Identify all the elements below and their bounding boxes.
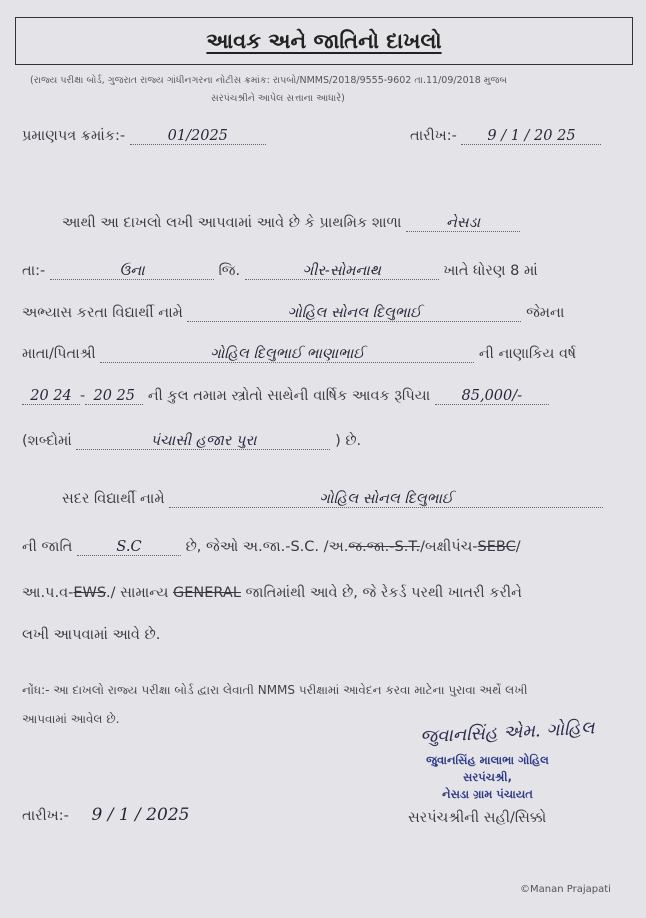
- taluka-value: ઉના: [50, 263, 214, 280]
- reference-line-1: (રાજ્ય પરીક્ષા બોર્ડ, ગુજરાત રાજ્ય ગાંધીનગરના નોટીસ ક્રમાંક: રાપબો/NMMS/2018/9555-9602 તા.11/09/2018 મુજબ: [30, 75, 508, 86]
- caste-value: S.C: [77, 539, 181, 556]
- note-line-2: આપવામાં આવેલ છે.: [22, 712, 120, 726]
- body-line-5: 20 24 - 20 25 ની કુલ તમામ સ્ત્રોતો સાથેની વાર્ષિક આવક રૂપિયા 85,000/-: [22, 388, 549, 405]
- certificate-number-row: [22, 128, 266, 145]
- body-line-2: [22, 263, 538, 280]
- title-box: [15, 17, 633, 65]
- income-text: ની કુલ તમામ સ્ત્રોતો સાથેની વાર્ષિક આવક રૂપિયા: [147, 388, 431, 404]
- income-words: પંચાસી હજાર પુરા: [76, 433, 330, 450]
- certificate-number-value: 01/2025: [130, 128, 266, 145]
- body-line-3: [22, 305, 564, 322]
- caste-options-a: છે, જેઓ અ.જા.-S.C. /અ.: [185, 539, 349, 555]
- body-line-7: [62, 491, 603, 508]
- sarpanch-signature: જુવાનસિંહ એમ. ગોહિલ: [419, 717, 595, 748]
- school-intro-text: આથી આ દાખલો લખી આપવામાં આવે છે કે પ્રાથમિક શાળા: [62, 215, 402, 231]
- district-value: ગીર-સોમનાથ: [245, 263, 439, 280]
- student-name-2: ગોહિલ સોનલ દિલુભાઈ: [169, 491, 603, 508]
- body-line-4: [22, 346, 576, 363]
- closing-line: લખી આપવામાં આવે છે.: [22, 627, 161, 643]
- district-label: જિ.: [218, 263, 241, 279]
- ews-suffix: જાતિમાંથી આવે છે, જે રેકર્ડ પરથી ખાતરી કરીને: [245, 585, 522, 601]
- footer-date-label: તારીખ:-: [22, 808, 69, 824]
- body-line-1: [62, 215, 520, 232]
- stamp-office: નેસડા ગ્રામ પંચાયત: [442, 787, 533, 801]
- sarpanch-stamp: [405, 752, 570, 803]
- student-intro-text: સદર વિદ્યાર્થી નામે: [62, 491, 165, 507]
- general-value: GENERAL: [173, 585, 241, 601]
- certificate-date-value: 9 / 1 / 20 25: [461, 128, 601, 145]
- stamp-title: સરપંચશ્રી,: [463, 770, 512, 784]
- body-line-6: [22, 433, 361, 450]
- copyright: ©Manan Prajapati: [520, 884, 611, 895]
- caste-options-c: /: [515, 539, 521, 555]
- parent-name: ગોહિલ દિલુભાઈ ભાણાભાઈ: [100, 346, 474, 363]
- parent-label: માતા/પિતાશ્રી: [22, 346, 96, 362]
- born-text: જેમના: [526, 305, 565, 321]
- student-name: ગોહિલ સોનલ દિલુભાઈ: [187, 305, 521, 322]
- words-suffix: ) છે.: [335, 433, 362, 449]
- caste-options-b: /બક્ષીપંચ-: [420, 539, 478, 555]
- school-name: નેસડા: [406, 215, 520, 232]
- caste-label: ની જાતિ: [22, 539, 73, 555]
- certificate-date-row: [410, 128, 601, 145]
- year-from: 20 24: [22, 388, 80, 405]
- signature-label: સરપંચશ્રીની સહી/સિક્કો: [408, 810, 547, 826]
- note-line-1: નોંધ:- આ દાખલો રાજ્ય પરીક્ષા બોર્ડ દ્વારા લેવાતી NMMS પરીક્ષામાં આવેદન કરવા માટેના પુરાવા અર્થે લખી: [22, 683, 528, 697]
- certificate-date-label: તારીખ:-: [410, 128, 457, 144]
- caste-option-sebc: SEBC: [477, 539, 516, 555]
- studying-text: અભ્યાસ કરતા વિદ્યાર્થી નામે: [22, 305, 183, 321]
- page-title: આવક અને જાતિનો દાખલો: [206, 28, 442, 53]
- year-to: 20 25: [85, 388, 143, 405]
- caste-option-st: જ.જા.-S.T.: [348, 539, 421, 555]
- income-amount: 85,000/-: [435, 388, 549, 405]
- footer-date-value: 9 / 1 / 2025: [91, 805, 190, 825]
- words-label: (શબ્દોમાં: [22, 433, 72, 449]
- certificate-number-label: પ્રમાણપત્ર ક્રમાંક:-: [22, 128, 126, 144]
- general-prefix: ./ સામાન્ય: [106, 585, 169, 601]
- body-line-8: [22, 539, 521, 556]
- reference-line-2: સરપંચશ્રીને આપેલ સત્તાના આધારે): [211, 93, 345, 104]
- body-line-9: [22, 585, 522, 601]
- standard-text: ખાતે ધોરણ 8 માં: [443, 263, 538, 279]
- ews-value: EWS: [73, 585, 107, 601]
- taluka-label: તા:-: [22, 263, 46, 279]
- ews-prefix: આ.પ.વ-: [22, 585, 74, 601]
- footer-date-row: [22, 805, 207, 825]
- stamp-name: જુવાનસિંહ માલાભા ગોહિલ: [426, 753, 549, 767]
- fiscal-text: ની નાણાકિય વર્ષ: [478, 346, 577, 362]
